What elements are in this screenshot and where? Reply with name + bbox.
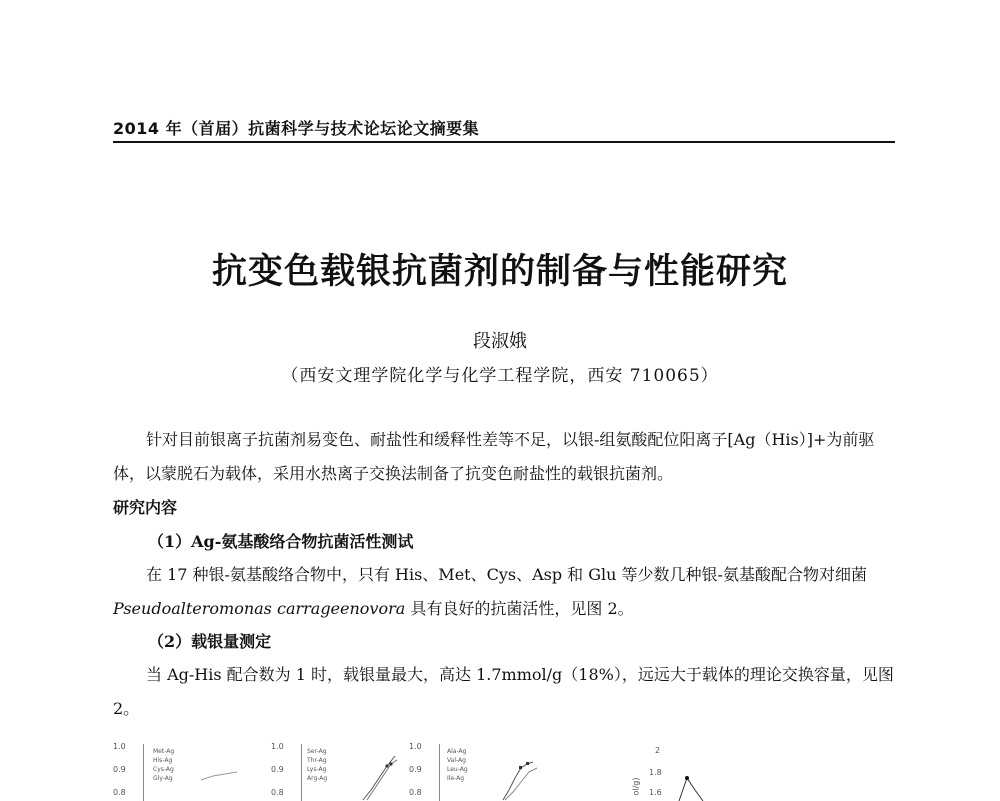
header-title: 2014 年（首届）抗菌科学与技术论坛论文摘要集 bbox=[113, 119, 480, 138]
subsection-1-paragraph bbox=[113, 558, 895, 626]
author: 段淑娥 bbox=[473, 331, 527, 352]
figure-panel-4 bbox=[613, 738, 733, 801]
section-heading: 研究内容 bbox=[113, 498, 178, 517]
subsection-1-text-b: 具有良好的抗菌活性，见图 2。 bbox=[405, 599, 634, 618]
y-tick: 2 bbox=[655, 746, 661, 755]
legend-entry: Ile-Ag bbox=[447, 775, 465, 782]
y-tick: 1.0 bbox=[113, 742, 126, 751]
series-plot bbox=[409, 738, 544, 801]
subsection-2-paragraph: 当 Ag-His 配合数为 1 时，载银量最大，高达 1.7mmol/g（18%），远远大于载体的理论交换容量，见图 2。 bbox=[113, 665, 894, 718]
legend-entry: Ala-Ag bbox=[447, 748, 467, 755]
y-tick: 0.8 bbox=[113, 788, 126, 797]
figure-panel-2 bbox=[271, 738, 406, 801]
legend-entry: His-Ag bbox=[153, 757, 173, 764]
subsection-1-text-a: 在 17 种银-氨基酸络合物中，只有 His、Met、Cys、Asp 和 Glu 等少数几种银-氨基酸配合物对细菌 bbox=[146, 565, 867, 584]
y-tick: 0.9 bbox=[271, 765, 284, 774]
y-tick: 0.8 bbox=[409, 788, 422, 797]
species-name: Pseudoalteromonas carrageenovora bbox=[113, 599, 406, 618]
legend-entry: Met-Ag bbox=[153, 748, 175, 755]
legend-entry: Thr-Ag bbox=[307, 757, 327, 764]
legend-entry: Lys-Ag bbox=[307, 766, 327, 773]
header-rule bbox=[113, 141, 895, 143]
y-tick: 1.0 bbox=[271, 742, 284, 751]
y-tick: 1.6 bbox=[649, 788, 662, 797]
y-tick: 1.8 bbox=[649, 768, 662, 777]
legend-entry: Ser-Ag bbox=[307, 748, 327, 755]
figure-strip bbox=[113, 738, 895, 801]
legend-entry: Cys-Ag bbox=[153, 766, 174, 773]
legend-entry: Gly-Ag bbox=[153, 775, 173, 782]
affiliation: （西安文理学院化学与化学工程学院，西安 710065） bbox=[281, 366, 719, 386]
y-tick: 1.0 bbox=[409, 742, 422, 751]
y-axis-label: ol/g) bbox=[631, 777, 641, 796]
paper-title: 抗变色载银抗菌剂的制备与性能研究 bbox=[211, 251, 788, 292]
y-tick: 0.8 bbox=[271, 788, 284, 797]
figure-panel-1 bbox=[113, 738, 248, 801]
series-plot bbox=[271, 738, 406, 801]
y-tick: 0.9 bbox=[113, 765, 126, 774]
legend-entry: Leu-Ag bbox=[447, 766, 468, 773]
y-tick: 0.9 bbox=[409, 765, 422, 774]
series-plot bbox=[113, 738, 248, 801]
subsection-2-heading: （2）载银量测定 bbox=[148, 632, 272, 651]
subsection-1-heading: （1）Ag-氨基酸络合物抗菌活性测试 bbox=[148, 532, 414, 551]
legend-entry: Arg-Ag bbox=[307, 775, 328, 782]
series-plot bbox=[613, 738, 733, 801]
figure-panel-3 bbox=[409, 738, 544, 801]
intro-paragraph: 针对目前银离子抗菌剂易变色、耐盐性和缓释性差等不足，以银-组氨酸配位阳离子[Ag（His）]+为前驱体，以蒙脱石为载体，采用水热离子交换法制备了抗变色耐盐性的载银抗菌剂。 bbox=[113, 430, 875, 483]
legend-entry: Val-Ag bbox=[447, 757, 466, 764]
